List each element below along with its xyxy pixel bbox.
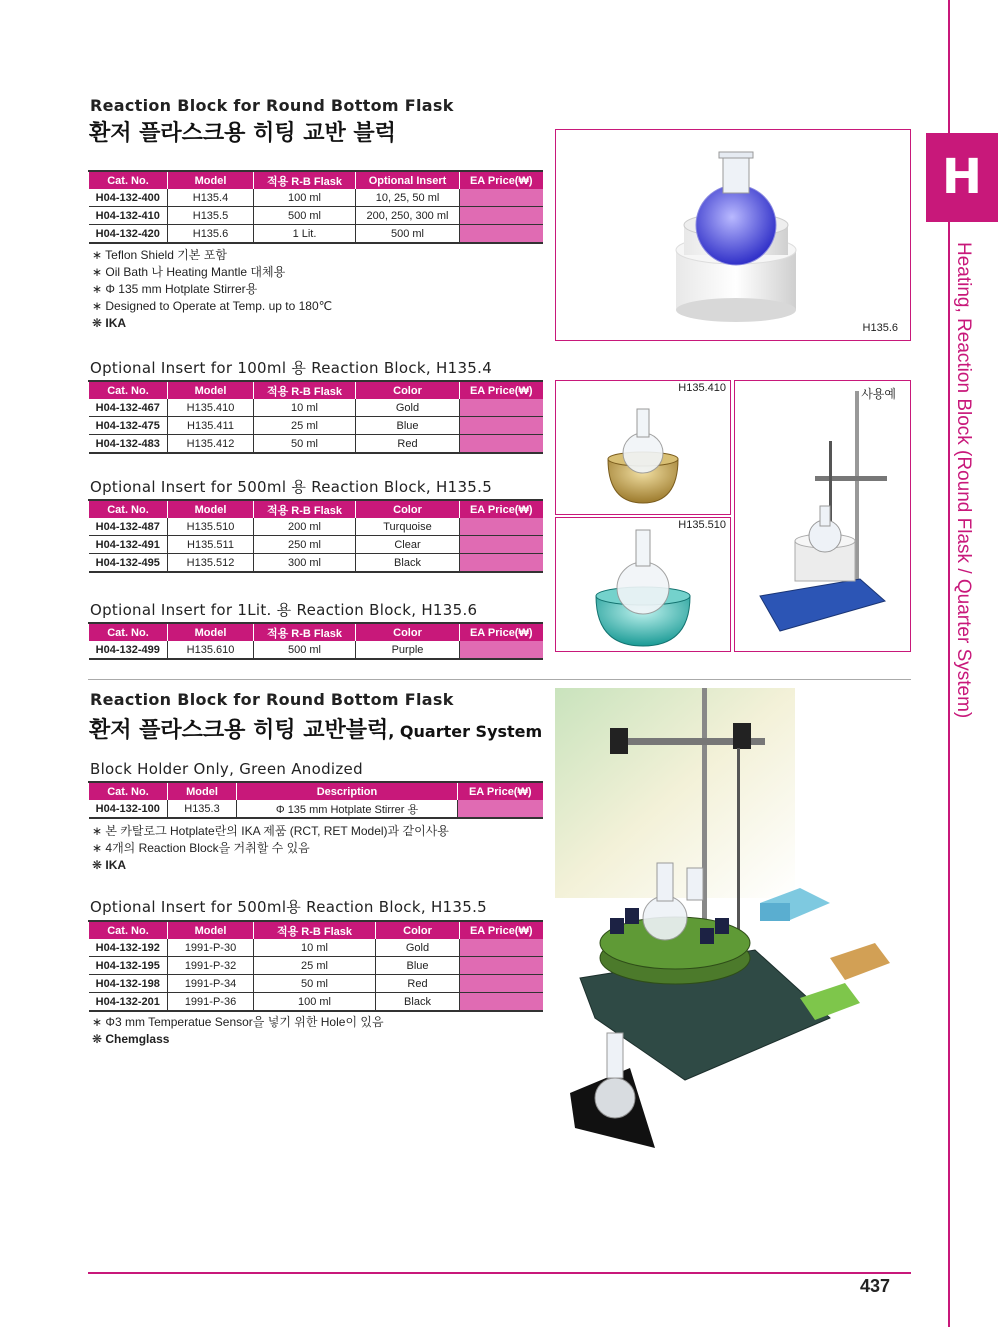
model: H135.510 xyxy=(168,518,254,536)
cat-no: H04-132-201 xyxy=(89,993,168,1012)
flask: 100 ml xyxy=(254,993,376,1012)
model: H135.4 xyxy=(168,189,254,207)
price-cell xyxy=(460,435,543,454)
brand: ❋ Chemglass xyxy=(92,1032,170,1046)
footer-rule xyxy=(88,1272,911,1274)
flask: 500 ml xyxy=(254,641,356,659)
note: ∗ Φ 135 mm Hotplate Stirrer용 xyxy=(92,282,258,296)
model: H135.512 xyxy=(168,554,254,573)
table-row xyxy=(89,417,543,435)
s1-notes xyxy=(92,247,332,332)
col-model: Model xyxy=(168,500,254,518)
s5-title-en: Reaction Block for Round Bottom Flask xyxy=(90,690,454,709)
col-price: EA Price(₩) xyxy=(458,782,543,800)
price-cell xyxy=(460,641,543,659)
cat-no: H04-132-100 xyxy=(89,800,168,818)
gold-insert-illustration xyxy=(556,381,730,514)
model: H135.511 xyxy=(168,536,254,554)
price-cell xyxy=(460,993,543,1012)
price-cell xyxy=(460,417,543,435)
brand: ❋ IKA xyxy=(92,858,127,872)
cat-no: H04-132-499 xyxy=(89,641,168,659)
col-cat-no: Cat. No. xyxy=(89,500,168,518)
cat-no: H04-132-475 xyxy=(89,417,168,435)
quarter-system-image xyxy=(555,688,895,1178)
color: Black xyxy=(356,554,460,573)
color: Red xyxy=(376,975,460,993)
s5-title-kr xyxy=(89,713,542,744)
note: ∗ Teflon Shield 기본 포함 xyxy=(92,248,227,262)
price-cell xyxy=(460,957,543,975)
s3-title: Optional Insert for 500ml 용 Reaction Block, H135.5 xyxy=(90,478,493,496)
image-caption: H135.510 xyxy=(678,519,726,531)
model: H135.5 xyxy=(168,207,254,225)
price-cell xyxy=(458,800,543,818)
col-price: EA Price(₩) xyxy=(460,381,543,399)
s3-table xyxy=(88,499,543,573)
col-flask: 적용 R-B Flask xyxy=(254,500,356,518)
col-price: EA Price(₩) xyxy=(460,500,543,518)
col-cat-no: Cat. No. xyxy=(89,381,168,399)
col-color: Color xyxy=(356,500,460,518)
model: 1991-P-36 xyxy=(168,993,254,1012)
table-row xyxy=(89,536,543,554)
s1-table xyxy=(88,170,543,244)
col-model: Model xyxy=(168,782,237,800)
flask: 1 Lit. xyxy=(254,225,356,244)
note: ∗ 4개의 Reaction Block을 거취할 수 있음 xyxy=(92,841,310,855)
cat-no: H04-132-495 xyxy=(89,554,168,573)
cat-no: H04-132-195 xyxy=(89,957,168,975)
image-caption: H135.410 xyxy=(678,382,726,394)
table-row xyxy=(89,399,543,417)
color: Red xyxy=(356,435,460,454)
model: 1991-P-34 xyxy=(168,975,254,993)
note: ∗ Φ3 mm Temperatue Sensor을 넣기 위한 Hole이 있음 xyxy=(92,1015,384,1029)
flask: 100 ml xyxy=(254,189,356,207)
color: Black xyxy=(376,993,460,1012)
col-model: Model xyxy=(168,623,254,641)
model: 1991-P-30 xyxy=(168,939,254,957)
cat-no: H04-132-410 xyxy=(89,207,168,225)
table-row xyxy=(89,993,543,1012)
model: H135.411 xyxy=(168,417,254,435)
table-row xyxy=(89,957,543,975)
col-color: Color xyxy=(356,623,460,641)
s7-notes xyxy=(92,1014,384,1048)
col-cat-no: Cat. No. xyxy=(89,171,168,189)
model: H135.410 xyxy=(168,399,254,417)
table-row xyxy=(89,189,543,207)
cat-no: H04-132-483 xyxy=(89,435,168,454)
cat-no: H04-132-487 xyxy=(89,518,168,536)
col-description: Description xyxy=(237,782,458,800)
image-caption: H135.6 xyxy=(862,322,898,334)
table-row xyxy=(89,641,543,659)
usage-setup-illustration xyxy=(735,381,910,651)
note: ∗ 본 카탈로그 Hotplate란의 IKA 제품 (RCT, RET Model)과 같이사용 xyxy=(92,824,449,838)
table-row xyxy=(89,518,543,536)
model: H135.3 xyxy=(168,800,237,818)
col-color: Color xyxy=(376,921,460,939)
flask: 25 ml xyxy=(254,957,376,975)
flask: 250 ml xyxy=(254,536,356,554)
price-cell xyxy=(460,939,543,957)
color: Turquoise xyxy=(356,518,460,536)
color: Gold xyxy=(376,939,460,957)
insert: 10, 25, 50 ml xyxy=(356,189,460,207)
flask: 500 ml xyxy=(254,207,356,225)
flask: 10 ml xyxy=(254,399,356,417)
model: H135.6 xyxy=(168,225,254,244)
s7-title: Optional Insert for 500ml용 Reaction Block, H135.5 xyxy=(90,898,487,916)
cat-no: H04-132-420 xyxy=(89,225,168,244)
product-image-h135-410 xyxy=(555,380,731,515)
col-flask: 적용 R-B Flask xyxy=(254,171,356,189)
category-vertical-title: Heating, Reaction Block (Round Flask / Quarter System) xyxy=(953,242,974,719)
model: H135.610 xyxy=(168,641,254,659)
s6-notes xyxy=(92,823,449,874)
s2-title: Optional Insert for 100ml 용 Reaction Block, H135.4 xyxy=(90,359,493,377)
table-row xyxy=(89,435,543,454)
flask: 200 ml xyxy=(254,518,356,536)
col-cat-no: Cat. No. xyxy=(89,623,168,641)
col-model: Model xyxy=(168,921,254,939)
s4-title: Optional Insert for 1Lit. 용 Reaction Block, H135.6 xyxy=(90,601,478,619)
price-cell xyxy=(460,554,543,573)
quarter-system-illustration xyxy=(555,688,895,1178)
s6-title: Block Holder Only, Green Anodized xyxy=(90,760,363,778)
table-row xyxy=(89,207,543,225)
model: 1991-P-32 xyxy=(168,957,254,975)
price-cell xyxy=(460,536,543,554)
price-cell xyxy=(460,399,543,417)
cat-no: H04-132-192 xyxy=(89,939,168,957)
cat-no: H04-132-198 xyxy=(89,975,168,993)
insert: 200, 250, 300 ml xyxy=(356,207,460,225)
brand: ❋ IKA xyxy=(92,316,127,330)
s1-title-kr: 환저 플라스크용 히팅 교반 블럭 xyxy=(89,121,396,146)
table-row xyxy=(89,554,543,573)
col-price: EA Price(₩) xyxy=(460,623,543,641)
flask: 50 ml xyxy=(254,975,376,993)
s1-title-en: Reaction Block for Round Bottom Flask xyxy=(90,96,454,115)
page-number: 437 xyxy=(860,1276,891,1296)
cat-no: H04-132-467 xyxy=(89,399,168,417)
product-image-h135-510 xyxy=(555,517,731,652)
price-cell xyxy=(460,225,543,244)
price-cell xyxy=(460,189,543,207)
col-cat-no: Cat. No. xyxy=(89,782,168,800)
note: ∗ Designed to Operate at Temp. up to 180℃ xyxy=(92,299,333,313)
color: Clear xyxy=(356,536,460,554)
table-row xyxy=(89,939,543,957)
table-row xyxy=(89,800,543,818)
s5-title-kr-main: 환저 플라스크용 히팅 교반블럭 xyxy=(89,718,389,743)
description: Φ 135 mm Hotplate Stirrer 용 xyxy=(237,800,458,818)
col-price: EA Price(₩) xyxy=(460,921,543,939)
s4-table xyxy=(88,622,543,660)
color: Gold xyxy=(356,399,460,417)
col-flask: 적용 R-B Flask xyxy=(254,381,356,399)
col-flask: 적용 R-B Flask xyxy=(254,623,356,641)
table-row xyxy=(89,975,543,993)
price-cell xyxy=(460,518,543,536)
table-row xyxy=(89,225,543,244)
s5-title-kr-suffix: , Quarter System xyxy=(388,722,543,741)
price-cell xyxy=(460,207,543,225)
flask: 300 ml xyxy=(254,554,356,573)
flask: 10 ml xyxy=(254,939,376,957)
s2-table xyxy=(88,380,543,454)
turquoise-insert-illustration xyxy=(556,518,730,651)
col-cat-no: Cat. No. xyxy=(89,921,168,939)
color: Blue xyxy=(356,417,460,435)
col-insert: Optional Insert xyxy=(356,171,460,189)
reaction-block-illustration xyxy=(556,130,910,340)
image-caption: 사용예 xyxy=(861,387,896,401)
col-model: Model xyxy=(168,381,254,399)
s7-table xyxy=(88,920,543,1012)
color: Purple xyxy=(356,641,460,659)
flask: 25 ml xyxy=(254,417,356,435)
cat-no: H04-132-491 xyxy=(89,536,168,554)
flask: 50 ml xyxy=(254,435,356,454)
col-model: Model xyxy=(168,171,254,189)
section-divider xyxy=(88,679,911,680)
col-flask: 적용 R-B Flask xyxy=(254,921,376,939)
price-cell xyxy=(460,975,543,993)
usage-example-image xyxy=(734,380,911,652)
insert: 500 ml xyxy=(356,225,460,244)
s6-table xyxy=(88,781,543,819)
product-image-h135-6 xyxy=(555,129,911,341)
section-tab: H xyxy=(926,133,998,222)
cat-no: H04-132-400 xyxy=(89,189,168,207)
model: H135.412 xyxy=(168,435,254,454)
col-price: EA Price(₩) xyxy=(460,171,543,189)
col-color: Color xyxy=(356,381,460,399)
color: Blue xyxy=(376,957,460,975)
note: ∗ Oil Bath 나 Heating Mantle 대체용 xyxy=(92,265,286,279)
